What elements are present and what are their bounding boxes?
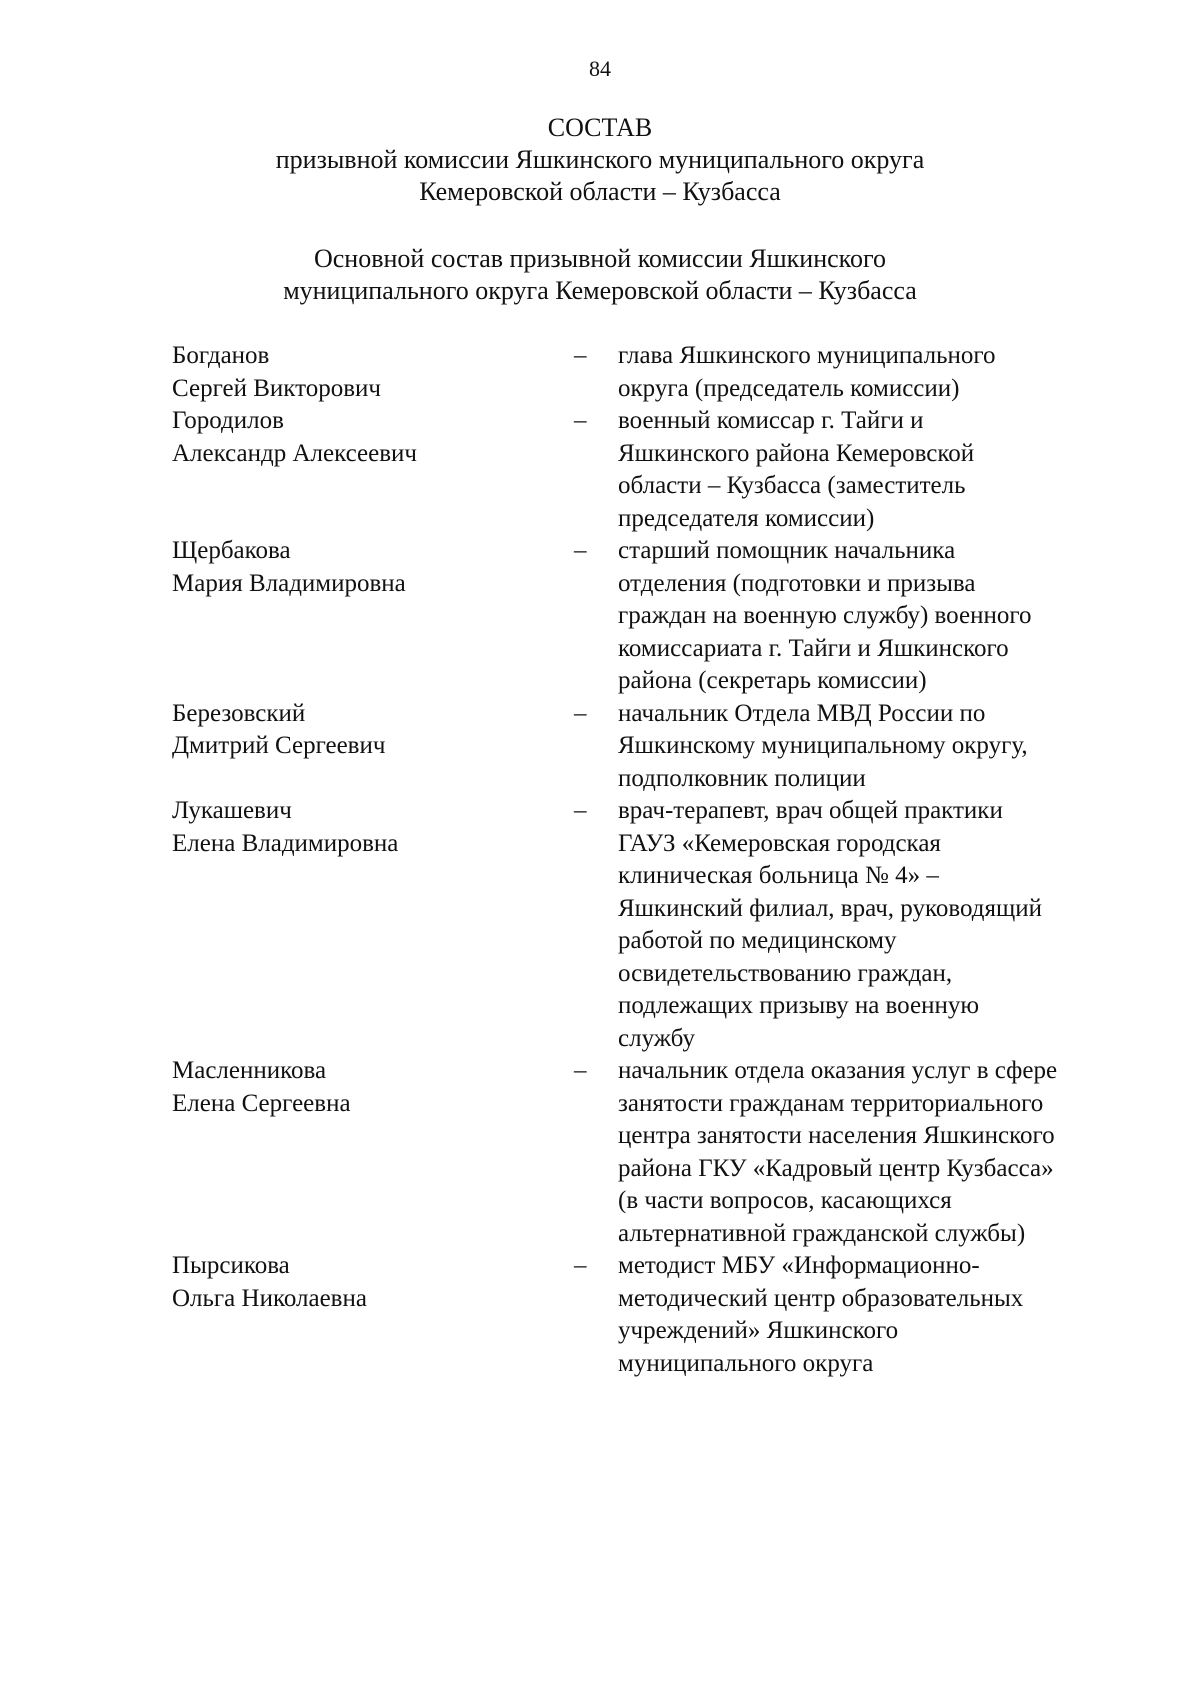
member-row — [172, 535, 1122, 698]
member-name-line: Березовский — [172, 699, 306, 727]
member-name-line: Лукашевич — [172, 797, 292, 824]
member-role-line: методист МБУ «Информационно- — [618, 1252, 980, 1279]
member-role-line: врач-терапевт, врач общей практики — [618, 797, 1003, 824]
member-name — [172, 698, 572, 796]
member-name — [172, 405, 572, 535]
member-dash: – — [574, 407, 587, 434]
member-name-line: Ольга Николаевна — [172, 1284, 367, 1312]
member-role — [618, 340, 1122, 405]
section-heading-line-1: Основной состав призывной комиссии Яшкинского — [313, 244, 886, 273]
member-dash: – — [574, 797, 587, 824]
member-role — [618, 1250, 1122, 1380]
member-name — [172, 340, 572, 405]
member-name-line: Елена Владимировна — [172, 829, 399, 857]
member-role-line: работой по медицинскому — [618, 927, 897, 954]
member-dash: – — [574, 699, 587, 727]
member-role-line: района (секретарь комиссии) — [618, 667, 927, 694]
member-name — [172, 1055, 572, 1250]
member-role-line: Яшкинский филиал, врач, руководящий — [618, 894, 1042, 922]
member-row — [172, 1055, 1122, 1250]
member-row — [172, 405, 1122, 535]
member-name — [172, 535, 572, 698]
member-name-line: Богданов — [172, 342, 270, 369]
member-role-line: альтернативной гражданской службы) — [618, 1219, 1026, 1247]
member-role-line: отделения (подготовки и призыва — [618, 569, 976, 597]
member-role — [618, 795, 1122, 1055]
member-role-line: военный комиссар г. Тайги и — [618, 407, 924, 434]
member-name-line: Пырсикова — [172, 1252, 290, 1279]
member-dash: – — [574, 1057, 587, 1084]
member-row — [172, 698, 1122, 796]
member-role-line: начальник Отдела МВД России по — [618, 699, 986, 727]
member-dash: – — [574, 537, 587, 564]
member-role-line: области – Кузбасса (заместитель — [618, 472, 966, 499]
member-row — [172, 795, 1122, 1055]
member-role-line: освидетельствованию граждан, — [618, 959, 953, 987]
member-role-line: подполковник полиции — [618, 764, 866, 792]
member-role-line: ГАУЗ «Кемеровская городская — [618, 829, 941, 857]
member-role-line: Яшкинского района Кемеровской — [618, 439, 975, 467]
member-name-line: Мария Владимировна — [172, 569, 406, 597]
member-role — [618, 1055, 1122, 1250]
member-name-line: Городилов — [172, 407, 284, 434]
section-heading — [0, 243, 1200, 307]
member-name-line: Дмитрий Сергеевич — [172, 732, 386, 759]
member-role-line: старший помощник начальника — [618, 537, 956, 564]
member-name-line: Сергей Викторович — [172, 374, 381, 402]
section-heading-line-2: муниципального округа Кемеровской области – Кузбасса — [283, 276, 917, 305]
title-line-3: Кемеровской области – Кузбасса — [419, 177, 781, 206]
member-role-line: подлежащих призыву на военную — [618, 992, 980, 1019]
member-role-line: службу — [618, 1024, 695, 1052]
member-role-line: округа (председатель комиссии) — [618, 374, 960, 402]
page-number: 84 — [589, 56, 611, 81]
member-role-line: Яшкинскому муниципальному округу, — [618, 732, 1028, 759]
member-role-line: глава Яшкинского муниципального — [618, 342, 996, 369]
member-dash: – — [574, 342, 587, 369]
member-role-line: занятости гражданам территориального — [618, 1089, 1044, 1117]
member-row — [172, 1250, 1122, 1380]
member-name-line: Масленникова — [172, 1057, 327, 1084]
title-line-1: СОСТАВ — [547, 113, 653, 142]
members-list — [172, 340, 1122, 1380]
member-role-line: центра занятости населения Яшкинского — [618, 1122, 1055, 1149]
member-role — [618, 405, 1122, 535]
member-role-line: (в части вопросов, касающихся — [618, 1187, 952, 1214]
title-line-2: призывной комиссии Яшкинского муниципального округа — [275, 145, 925, 174]
member-role-line: муниципального округа — [618, 1349, 874, 1377]
member-role — [618, 698, 1122, 796]
member-role-line: учреждений» Яшкинского — [618, 1317, 899, 1344]
member-name-line: Щербакова — [172, 537, 291, 564]
member-role-line: начальник отдела оказания услуг в сфере — [618, 1057, 1058, 1084]
member-role-line: клиническая больница № 4» – — [618, 862, 939, 889]
member-role-line: граждан на военную службу) военного — [618, 602, 1032, 629]
member-role-line: района ГКУ «Кадровый центр Кузбасса» — [618, 1154, 1054, 1182]
member-role-line: председателя комиссии) — [618, 504, 875, 532]
document-title — [0, 112, 1200, 208]
member-row — [172, 340, 1122, 405]
member-role — [618, 535, 1122, 698]
member-role-line: комиссариата г. Тайги и Яшкинского — [618, 634, 1009, 662]
member-name — [172, 795, 572, 1055]
member-name-line: Александр Алексеевич — [172, 439, 417, 467]
member-name — [172, 1250, 572, 1380]
member-name-line: Елена Сергеевна — [172, 1089, 351, 1117]
member-role-line: методический центр образовательных — [618, 1284, 1024, 1312]
member-dash: – — [574, 1252, 587, 1279]
